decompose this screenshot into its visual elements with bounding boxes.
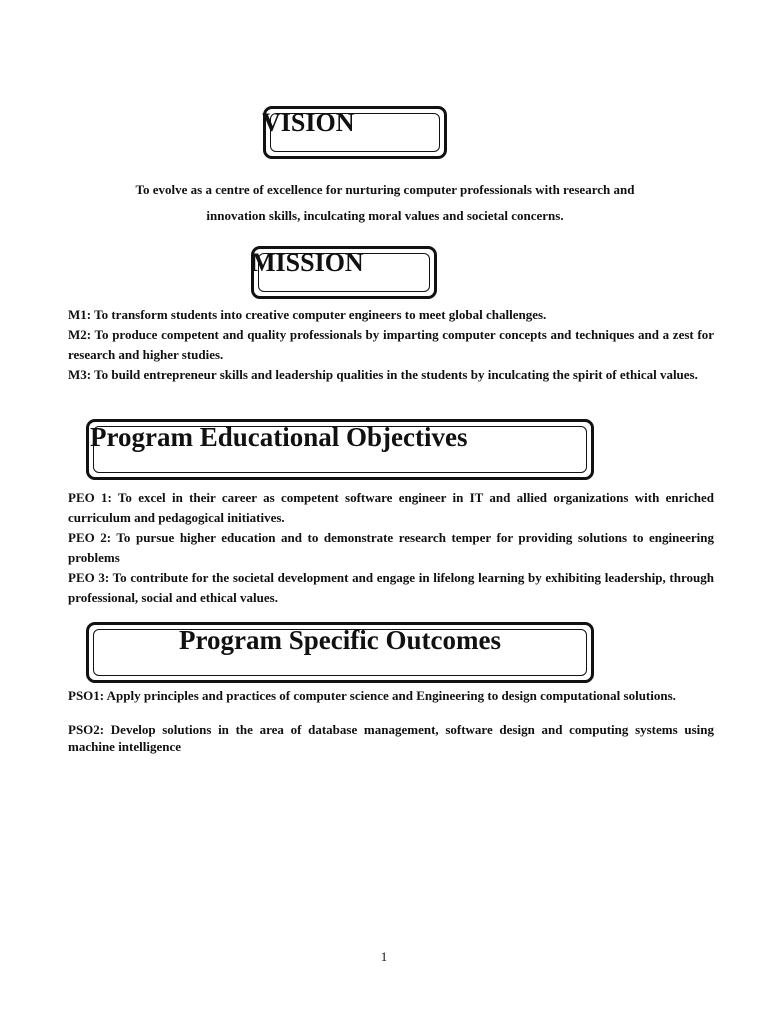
vision-heading: VISION [262, 108, 355, 137]
peo-item-2: PEO 2: To pursue higher education and to demonstrate research temper for providing solutions to engineering problems [68, 530, 714, 565]
vision-line-1: To evolve as a centre of excellence for nurturing computer professionals with research and [135, 182, 635, 197]
vision-line-2: innovation skills, inculcating moral values and societal concerns. [206, 208, 564, 223]
peo-heading: Program Educational Objectives [90, 422, 468, 452]
pso-heading: Program Specific Outcomes [179, 625, 501, 655]
page-number: 1 [380, 949, 388, 964]
peo-item-1: PEO 1: To excel in their career as competent software engineer in IT and allied organizations with enriched curriculum and pedagogical initiatives. [68, 490, 714, 525]
mission-item-m1: M1: To transform students into creative computer engineers to meet global challenges. [68, 307, 547, 322]
pso-item-1: PSO1: Apply principles and practices of computer science and Engineering to design computational solutions. [68, 688, 676, 703]
mission-heading: MISSION [251, 248, 364, 277]
mission-item-m2: M2: To produce competent and quality professionals by imparting computer concepts and techniques and a zest for research and higher studies. [68, 327, 714, 362]
mission-item-m3: M3: To build entrepreneur skills and leadership qualities in the students by inculcating the spirit of ethical values. [68, 367, 698, 382]
peo-item-3: PEO 3: To contribute for the societal development and engage in lifelong learning by exhibiting leadership, through professional, social and ethical values. [68, 570, 714, 605]
pso-item-2: PSO2: Develop solutions in the area of database management, software design and computing systems using machine intelligence [68, 722, 714, 754]
vision-statement [60, 177, 710, 229]
